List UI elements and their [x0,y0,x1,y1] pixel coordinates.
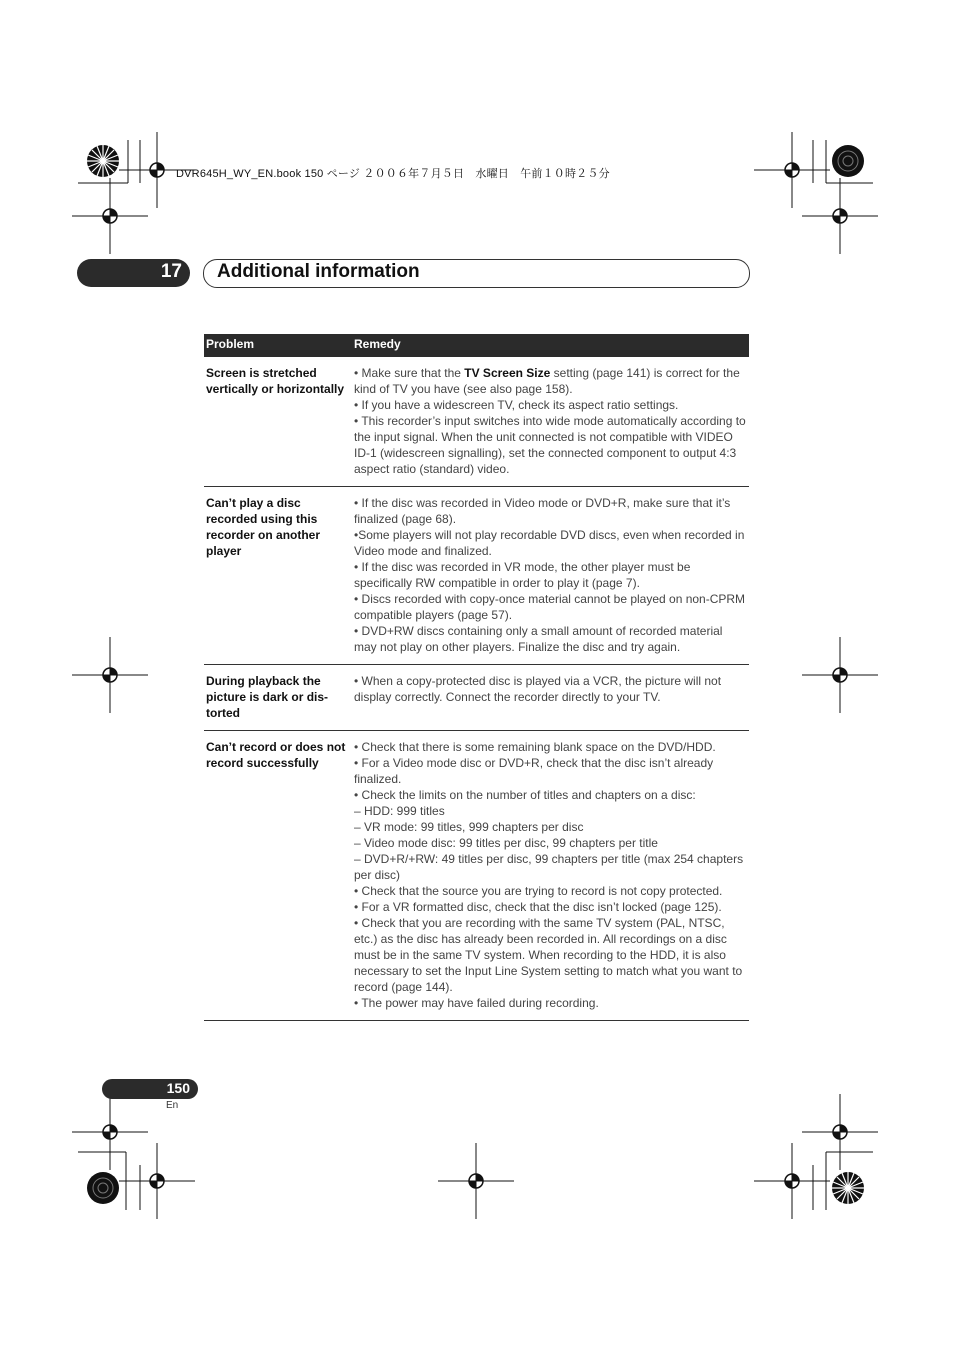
page-language: En [166,1100,179,1111]
table-row [204,487,749,665]
remedy-item: • When a copy-protected disc is played via a VCR, the picture will not display correctly. Connect the recorder directly to your TV. [354,674,722,704]
table-row [204,731,749,1021]
registration-crosshair [802,1094,878,1170]
registration-crosshair [72,1094,148,1170]
registration-crosshair [754,132,830,208]
file-info-header: DVR645H_WY_EN.book 150 ページ ２００６年７月５日 水曜日 午前１０時２５分 [176,168,610,180]
remedy-item: • Check that you are recording with the same TV system (PAL, NTSC, etc.) as the disc has already been recorded in. All recordings on a disc must be in the same TV system. When recording to the HDD, it is also necessary to set the Input Line System setting to match what you want to record (page 144). [354,916,743,994]
remedy-cell [352,487,749,665]
chapter-title: Additional information [217,261,420,282]
starburst-mark [87,145,119,177]
remedy-cell [352,731,749,1021]
starburst-mark [832,145,864,177]
remedy-cell [352,665,749,731]
remedy-item: • For a VR formatted disc, check that the disc isn’t locked (page 125). [354,900,722,914]
starburst-mark [87,1172,119,1204]
remedy-item: • Check that there is some remaining blank space on the DVD/HDD. [354,740,716,754]
remedy-item: – DVD+R/+RW: 49 titles per disc, 99 chapters per title (max 254 chapters per disc) [354,852,744,882]
remedy-item: •Some players will not play recordable DVD discs, even when recorded in Video mode and finalized. [354,528,745,558]
problem-cell: Screen is stretched vertically or horizontally [204,357,352,487]
troubleshooting-table [204,334,749,1021]
remedy-item: • Check the limits on the number of titles and chapters on a disc: [354,788,696,802]
remedy-item [354,365,747,397]
remedy-item: – Video mode disc: 99 titles per disc, 99 chapters per title [354,836,658,850]
remedy-item: • For a Video mode disc or DVD+R, check that the disc isn’t already finalized. [354,756,714,786]
table-header-row [204,334,749,357]
problem-cell: Can’t record or does not record successfully [204,731,352,1021]
registration-crosshair [72,178,148,254]
registration-crosshair [72,637,148,713]
problem-cell: During playback the picture is dark or dis-torted [204,665,352,731]
chapter-number: 17 [160,261,182,282]
remedy-item: • If the disc was recorded in VR mode, the other player must be specifically RW compatible in order to play it (page 7). [354,560,691,590]
remedy-item: • If the disc was recorded in Video mode or DVD+R, make sure that it’s finalized (page 68). [354,496,731,526]
table-row [204,357,749,487]
registration-crosshair [119,1143,195,1219]
remedy-cell [352,357,749,487]
starburst-mark [832,1172,864,1204]
setting-name: TV Screen Size [464,366,551,380]
remedy-item: • Check that the source you are trying to record is not copy protected. [354,884,723,898]
remedy-text: setting (page 141) is correct for the kind of TV you have (see also page 158). [354,366,740,396]
registration-crosshair [754,1143,830,1219]
page-number-badge [102,1079,198,1099]
remedy-item: • DVD+RW discs containing only a small amount of recorded material may not play on other players. Finalize the disc and try again. [354,624,723,654]
column-header-remedy: Remedy [352,334,749,357]
remedy-item: – HDD: 999 titles [354,804,445,818]
remedy-item: • If you have a widescreen TV, check its aspect ratio settings. [354,398,679,412]
problem-cell: Can’t play a disc recorded using this recorder on another player [204,487,352,665]
remedy-item: – VR mode: 99 titles, 999 chapters per disc [354,820,584,834]
column-header-problem: Problem [204,334,352,357]
page-number: 150 [166,1080,190,1096]
chapter-badge [77,259,190,287]
table-row [204,665,749,731]
registration-crosshair [802,178,878,254]
registration-crosshair [802,637,878,713]
remedy-item: • Discs recorded with copy-once material cannot be played on non-CPRM compatible players (page 57). [354,592,746,622]
remedy-item: • This recorder’s input switches into wide mode automatically according to the input signal. When the unit connected is not compatible with VIDEO ID-1 (widescreen signalling), set the connected component to output 4:3 aspect ratio (standard) video. [354,414,746,476]
chapter-title-bar [203,259,750,288]
registration-crosshair [438,1143,514,1219]
remedy-item: • The power may have failed during recording. [354,996,599,1010]
remedy-text: • Make sure that the [354,366,465,380]
